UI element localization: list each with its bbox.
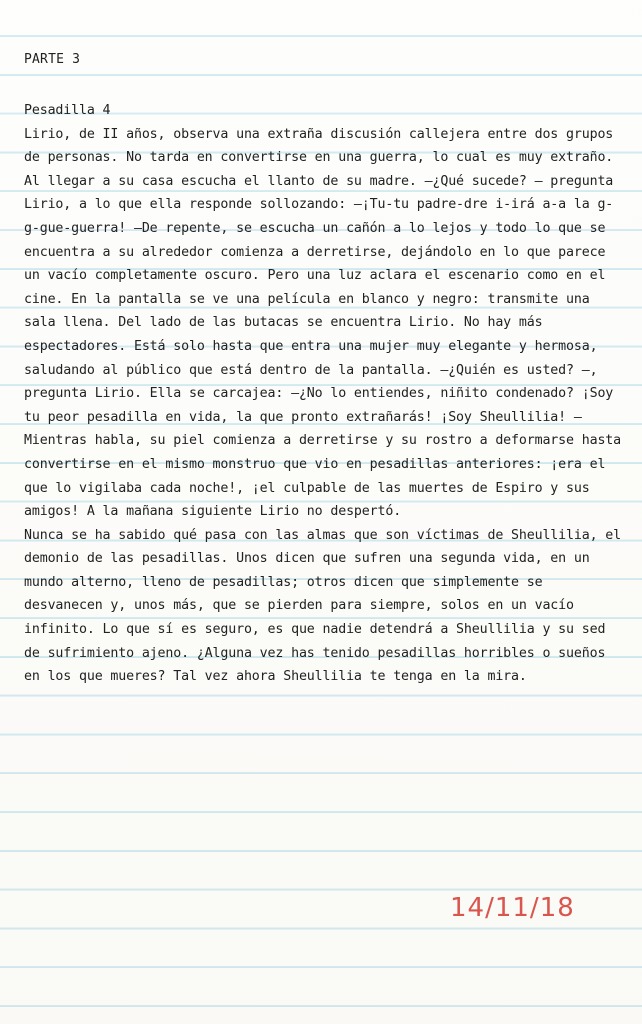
handwritten-date: 14/11/18 (450, 893, 575, 923)
story-paragraph: Lirio, de II años, observa una extraña discusión callejera entre dos grupos de personas. No tarda en convertirse en una guerra, lo cual es muy extraño. Al llegar a su casa escucha el llanto de su madre. —¿Qué sucede? — pregunta Lirio, a lo que ella responde sollozando: —¡Tu-tu padre-dre i-irá a-a la g-g-gue-guerra! —De repente, se escucha un cañón a lo lejos y todo lo que se encuentra a su alrededor comienza a derretirse, dejándolo en lo que parece un vacío completamente oscuro. Pero una luz aclara el escenario como en el cine. En la pantalla se ve una película en blanco y negro: transmite una sala llena. Del lado de las butacas se encuentra Lirio. No hay más espectadores. Está solo hasta que entra una mujer muy elegante y hermosa, saludando al público que está dentro de la pantalla. —¿Quién es usted? —, pregunta Lirio. Ella se carcajea: —¿No lo entiendes, niñito condenado? ¡Soy tu peor pesadilla en vida, la que pronto extrañarás! ¡Soy Sheullilia! —Mientras habla, su piel comienza a derretirse y su rostro a deformarse hasta convertirse en el mismo monstruo que vio en pesadillas anteriores: ¡era el que lo vigilaba cada noche!, ¡el culpable de las muertes de Espiro y sus amigos! A la mañana siguiente Lirio no despertó. (24, 126, 622, 520)
story-paragraph: Nunca se ha sabido qué pasa con las almas que son víctimas de Sheullilia, el demonio de las pesadillas. Unos dicen que sufren una segunda vida, en un mundo alterno, lleno de pesadillas; otros dicen que simplemente se desvanecen y, unos más, que se pierden para siempre, solos en un vacío infinito. Lo que sí es seguro, es que nadie detendrá a Sheullilia y su sed de sufrimiento ajeno. ¿Alguna vez has tenido pesadillas horribles o sueños en los que mueres? Tal vez ahora Sheullilia te tenga en la mira. (24, 527, 622, 685)
story-heading: Pesadilla 4 (24, 103, 111, 118)
story-text (24, 99, 624, 689)
part-label: PARTE 3 (24, 52, 81, 67)
